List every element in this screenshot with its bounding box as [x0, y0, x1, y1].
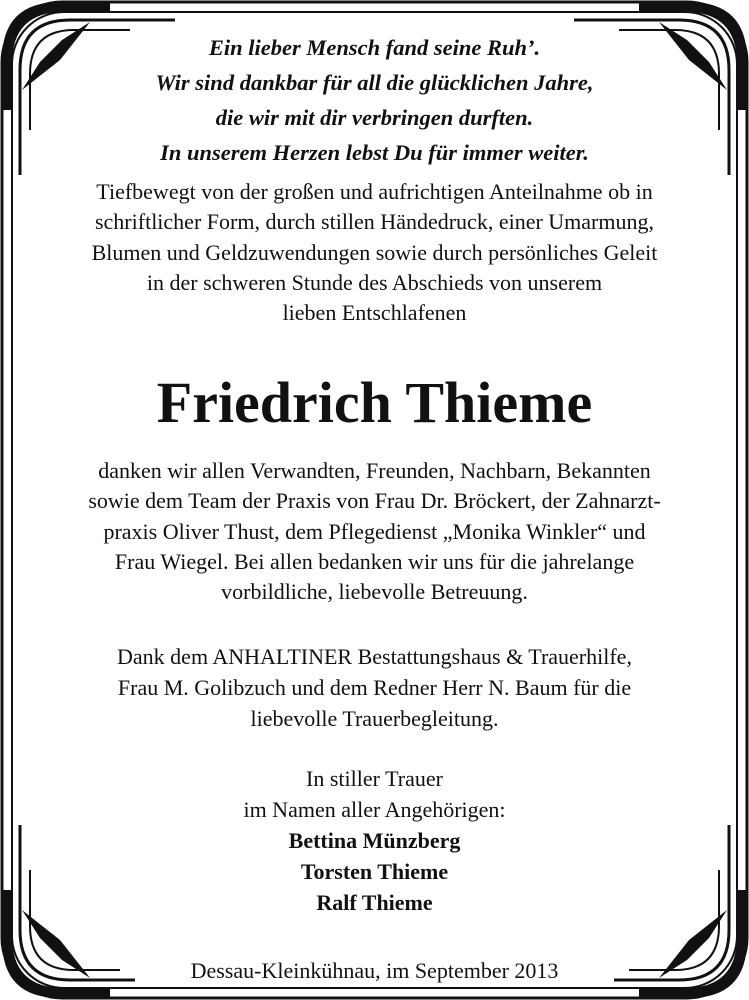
- intro-line: Tiefbewegt von der großen und aufrichtigen Anteilnahme ob in: [96, 179, 653, 204]
- thanks-line: sowie dem Team der Praxis von Frau Dr. Bröckert, der Zahnarzt-: [88, 488, 661, 514]
- intro-line: Blumen und Geldzuwendungen sowie durch persönliches Geleit: [91, 239, 658, 265]
- signature-block: [0, 763, 749, 918]
- intro-line: lieben Entschlafenen: [282, 300, 467, 326]
- intro-line: schriftlicher Form, durch stillen Händedruck, einer Umarmung,: [94, 209, 654, 235]
- intro-line: in der schweren Stunde des Abschieds von unserem: [146, 269, 603, 295]
- memorial-poem: [0, 30, 749, 170]
- thanks-paragraph: [0, 456, 749, 607]
- poem-line: In unserem Herzen lebst Du für immer weiter.: [160, 140, 589, 165]
- poem-line: Wir sind dankbar für all die glücklichen Jahre,: [155, 70, 594, 95]
- mourner-name: Bettina Münzberg: [288, 828, 461, 853]
- funeral-thanks-line: Dank dem ANHALTINER Bestattungshaus & Trauerhilfe,: [117, 644, 632, 669]
- thanks-line: Frau Wiegel. Bei allen bedanken wir uns für die jahrelange: [114, 548, 635, 574]
- poem-line: die wir mit dir verbringen durften.: [215, 105, 534, 130]
- thanks-line: vorbildliche, liebevolle Betreuung.: [221, 579, 528, 605]
- funeral-thanks-line: liebevolle Trauerbegleitung.: [250, 706, 499, 731]
- place-and-date: Dessau-Kleinkühnau, im September 2013: [190, 958, 559, 983]
- signature-line: im Namen aller Angehörigen:: [243, 797, 506, 822]
- thanks-line: praxis Oliver Thust, dem Pflegedienst „Monika Winkler“ und: [103, 518, 646, 544]
- signature-line: In stiller Trauer: [306, 766, 443, 791]
- deceased-name: Friedrich Thieme: [156, 370, 593, 435]
- funeral-thanks-line: Frau M. Golibzuch und dem Redner Herr N. Baum für die: [117, 675, 632, 700]
- mourner-name: Ralf Thieme: [316, 890, 433, 915]
- thanks-line: danken wir allen Verwandten, Freunden, Nachbarn, Bekannten: [98, 458, 651, 483]
- funeral-home-thanks-paragraph: [0, 641, 749, 734]
- poem-line: Ein lieber Mensch fand seine Ruh’.: [208, 35, 541, 60]
- intro-paragraph: [0, 177, 749, 328]
- mourner-name: Torsten Thieme: [300, 859, 449, 884]
